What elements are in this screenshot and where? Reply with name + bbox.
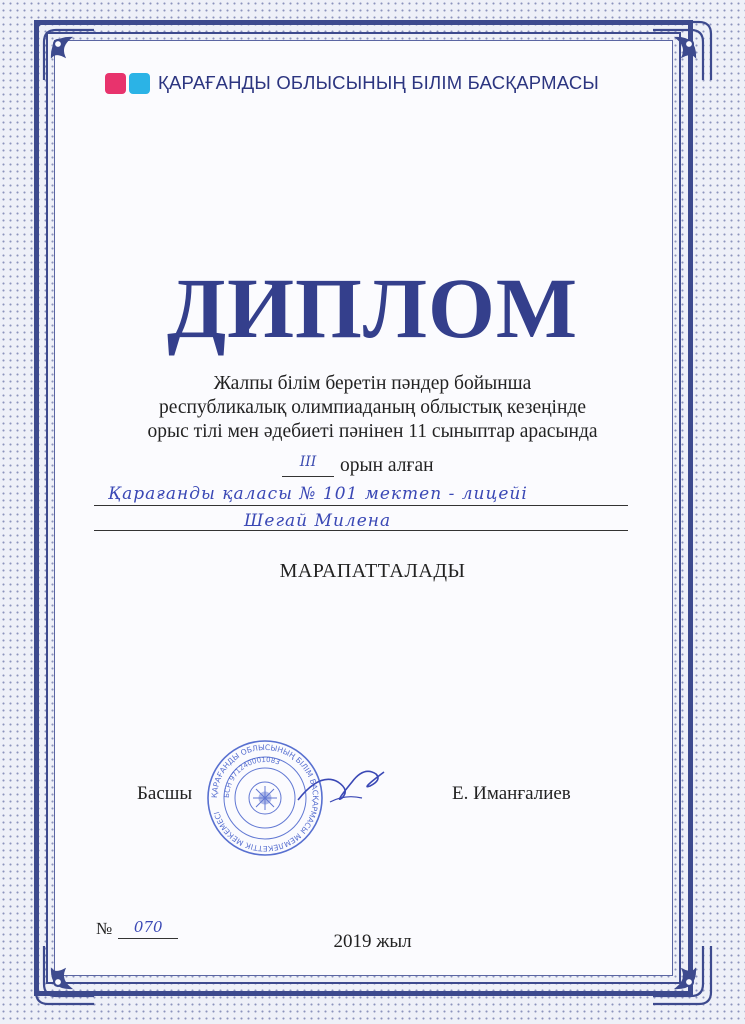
stamp-bin: БСН 971240001083 <box>222 755 281 799</box>
organization-logo-icon <box>105 73 150 94</box>
diploma-description <box>0 372 745 444</box>
diploma-title: ДИПЛОМ <box>166 260 579 356</box>
school-line <box>94 505 628 506</box>
place-line <box>282 454 434 477</box>
corner-ornament-icon <box>647 16 717 86</box>
number-value: 070 <box>118 918 178 939</box>
description-line-2: республикалық олимпиаданың облыстық кезеңінде <box>159 397 586 418</box>
signatory-position: Басшы <box>137 783 193 804</box>
stamp-text: ҚАРАҒАНДЫ ОБЛЫСЫНЫҢ БІЛІМ БАСҚАРМАСЫ МЕМЛЕКЕТТІК МЕКЕМЕСІ <box>209 742 321 854</box>
signatory-name: Е. Иманғалиев <box>452 783 571 804</box>
logo-square-pink <box>105 73 126 94</box>
official-stamp <box>205 738 325 858</box>
emblem-icon <box>249 782 281 814</box>
diploma-header <box>105 72 599 94</box>
diploma-paper <box>54 40 673 976</box>
logo-square-blue <box>129 73 150 94</box>
student-line <box>94 530 628 531</box>
description-line-1: Жалпы білім беретін пәндер бойынша <box>213 373 532 394</box>
place-label: орын алған <box>340 455 434 476</box>
award-text: МАРАПАТТАЛАДЫ <box>279 560 466 582</box>
place-value: III <box>282 454 334 477</box>
number-prefix: № <box>96 919 113 938</box>
description-line-3: орыс тілі мен әдебиеті пәнінен 11 сыныптар арасында <box>147 421 598 442</box>
student-handwritten: Шегай Милена <box>244 511 392 531</box>
school-handwritten: Қарағанды қаласы № 101 мектеп - лицейі <box>108 484 528 504</box>
issue-year: 2019 жыл <box>333 931 412 952</box>
corner-ornament-icon <box>30 16 100 86</box>
organization-name: ҚАРАҒАНДЫ ОБЛЫСЫНЫҢ БІЛІМ БАСҚАРМАСЫ <box>158 72 600 93</box>
